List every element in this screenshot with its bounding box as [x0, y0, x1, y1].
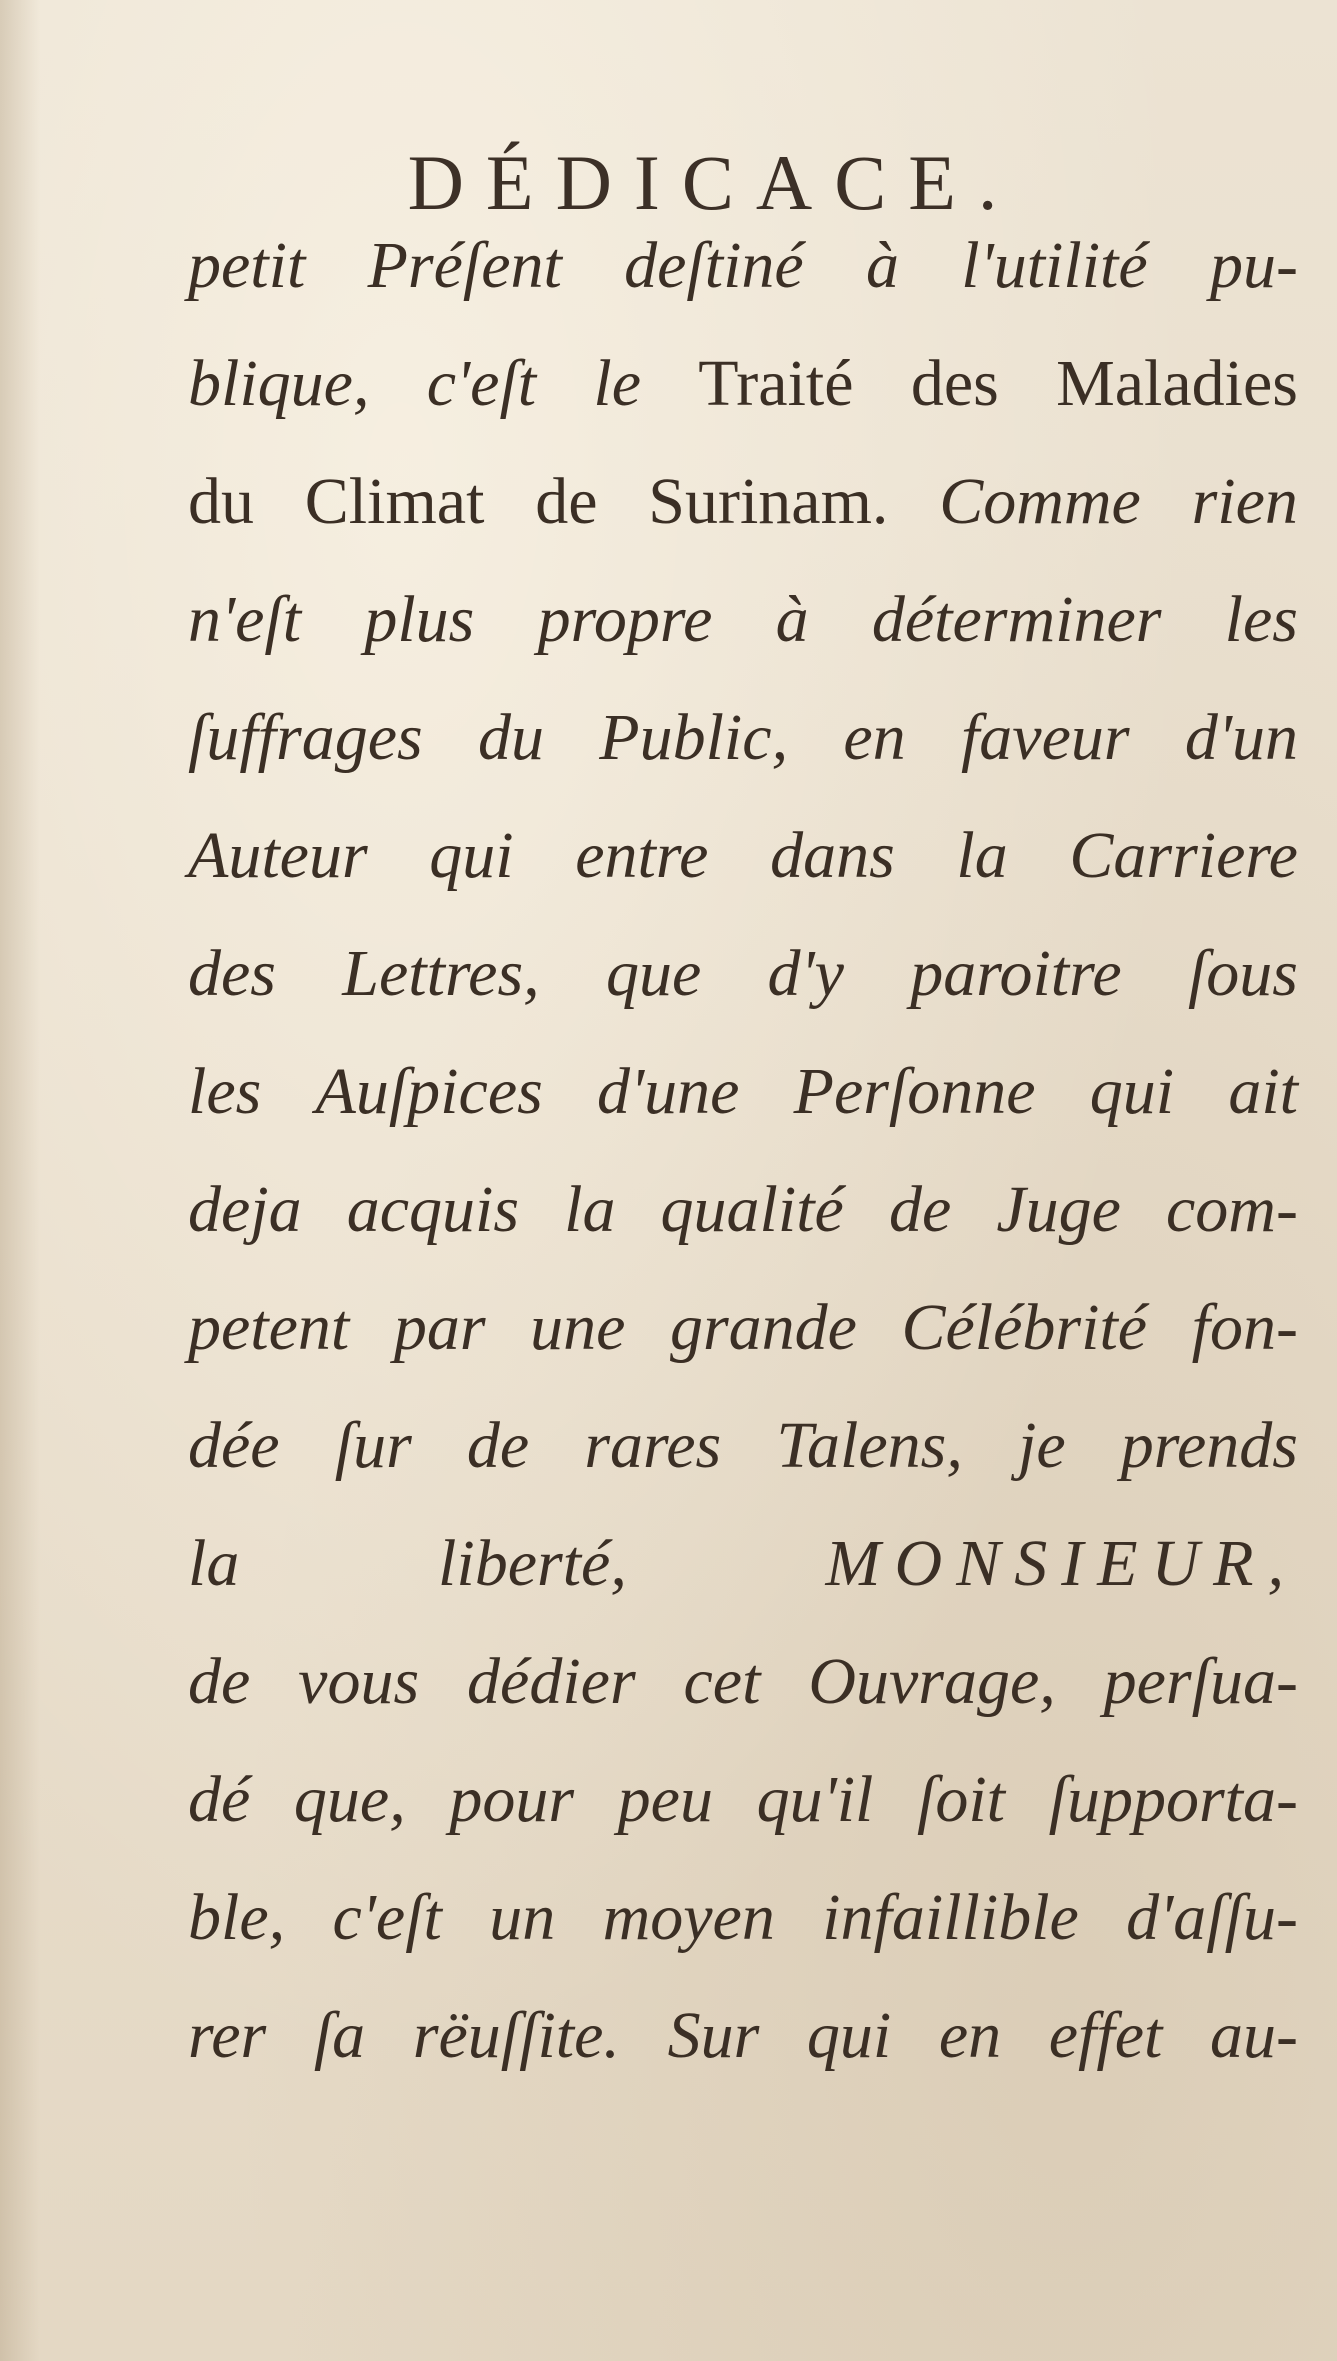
word: ait — [1228, 1055, 1298, 1128]
text-line — [188, 1762, 1298, 1880]
word: n'eſt — [188, 583, 302, 656]
word: à — [775, 583, 809, 656]
word: qu'il — [756, 1763, 874, 1836]
text-line — [188, 1408, 1298, 1526]
word: que, — [293, 1763, 406, 1836]
word: moyen — [602, 1881, 775, 1954]
word: d'y — [767, 937, 844, 1010]
word: Public, — [599, 701, 789, 774]
word: qui — [429, 819, 514, 892]
word: Lettres, — [342, 937, 540, 1010]
text-line — [188, 1290, 1298, 1408]
word: Perſonne — [793, 1055, 1036, 1128]
word: de — [466, 1409, 530, 1482]
text-line — [188, 1998, 1298, 2116]
word: Surinam. — [648, 465, 889, 538]
word: ſa — [313, 1999, 366, 2072]
word: Juge — [996, 1173, 1121, 1246]
word: pour — [449, 1763, 575, 1836]
word: paroitre — [910, 937, 1122, 1010]
word: Maladies — [1056, 347, 1298, 420]
word: d'une — [597, 1055, 740, 1128]
word: en — [843, 701, 906, 774]
word: dé — [188, 1763, 251, 1836]
word: les — [188, 1055, 262, 1128]
word: infaillible — [822, 1881, 1079, 1954]
word: peu — [617, 1763, 713, 1836]
word: Talens, — [776, 1409, 963, 1482]
word: faveur — [960, 701, 1130, 774]
word: com- — [1165, 1173, 1298, 1246]
word: qualité — [660, 1173, 844, 1246]
word: entre — [575, 819, 709, 892]
word: c'eſt — [426, 347, 537, 420]
word: je — [1018, 1409, 1066, 1482]
word: déterminer — [871, 583, 1162, 656]
text-line — [188, 818, 1298, 936]
word: une — [530, 1291, 626, 1364]
word: dée — [188, 1409, 280, 1482]
word: Célébrité — [901, 1291, 1148, 1364]
word: Préſent — [367, 229, 562, 302]
text-line — [188, 582, 1298, 700]
word: Traité — [698, 347, 854, 420]
word: la — [564, 1173, 616, 1246]
word: Comme — [939, 465, 1141, 538]
word: petent — [188, 1291, 350, 1364]
word: prends — [1120, 1409, 1298, 1482]
text-line — [188, 1644, 1298, 1762]
word: liberté, — [438, 1527, 627, 1600]
word: propre — [537, 583, 713, 656]
word: l'utilité — [961, 229, 1148, 302]
text-line — [188, 228, 1298, 346]
text-line — [188, 936, 1298, 1054]
word: c'eſt — [332, 1881, 442, 1954]
word: ſous — [1187, 937, 1298, 1010]
text-line — [188, 1526, 1298, 1644]
word: perſua- — [1103, 1645, 1298, 1718]
word: un — [489, 1881, 556, 1954]
word: les — [1224, 583, 1298, 656]
word: Auteur — [188, 819, 368, 892]
text-line — [188, 1880, 1298, 1998]
word: de — [188, 1645, 251, 1718]
word: ſupporta- — [1048, 1763, 1298, 1836]
text-line — [188, 1054, 1298, 1172]
word: rëuſſite. — [412, 1999, 620, 2072]
word: ſur — [334, 1409, 412, 1482]
page-header: DÉDICACE. — [407, 139, 1020, 226]
body-text — [188, 228, 1298, 2116]
word: qui — [806, 1999, 892, 2072]
word: rer — [188, 1999, 267, 2072]
word: deja — [188, 1173, 302, 1246]
word: qui — [1089, 1055, 1175, 1128]
word: effet — [1048, 1999, 1163, 2072]
word: rien — [1191, 465, 1298, 538]
word: d'un — [1184, 701, 1298, 774]
word: de — [535, 465, 598, 538]
word: au- — [1210, 1999, 1298, 2072]
word: Sur — [667, 1999, 760, 2072]
word: fon- — [1191, 1291, 1298, 1364]
word: grande — [669, 1291, 857, 1364]
addressee: MONSIEUR, — [825, 1527, 1298, 1600]
word: d'aſſu- — [1126, 1881, 1298, 1954]
word: que — [605, 937, 702, 1010]
text-line — [188, 1172, 1298, 1290]
text-line — [188, 346, 1298, 464]
word: deſtiné — [624, 229, 804, 302]
word: plus — [364, 583, 475, 656]
word: pu- — [1209, 229, 1298, 302]
text-line — [188, 700, 1298, 818]
word: blique, — [188, 347, 370, 420]
word: petit — [188, 229, 306, 302]
word: ſuffrages — [188, 701, 423, 774]
word: des — [910, 347, 999, 420]
word: le — [593, 347, 642, 420]
word: cet — [683, 1645, 761, 1718]
word: des — [188, 937, 276, 1010]
word: dans — [770, 819, 895, 892]
word: Climat — [304, 465, 485, 538]
word: dédier — [467, 1645, 636, 1718]
text-line — [188, 464, 1298, 582]
word: acquis — [346, 1173, 520, 1246]
word: à — [865, 229, 899, 302]
word: Auſpices — [315, 1055, 543, 1128]
word: Ouvrage, — [808, 1645, 1056, 1718]
word: vous — [298, 1645, 420, 1718]
word: Carriere — [1069, 819, 1298, 892]
word: en — [938, 1999, 1002, 2072]
word: ble, — [188, 1881, 286, 1954]
word: de — [888, 1173, 952, 1246]
word: du — [188, 465, 254, 538]
word: la — [956, 819, 1008, 892]
word: par — [393, 1291, 486, 1364]
word: du — [477, 701, 544, 774]
word: ſoit — [917, 1763, 1006, 1836]
word: rares — [584, 1409, 722, 1482]
word: la — [188, 1527, 240, 1600]
